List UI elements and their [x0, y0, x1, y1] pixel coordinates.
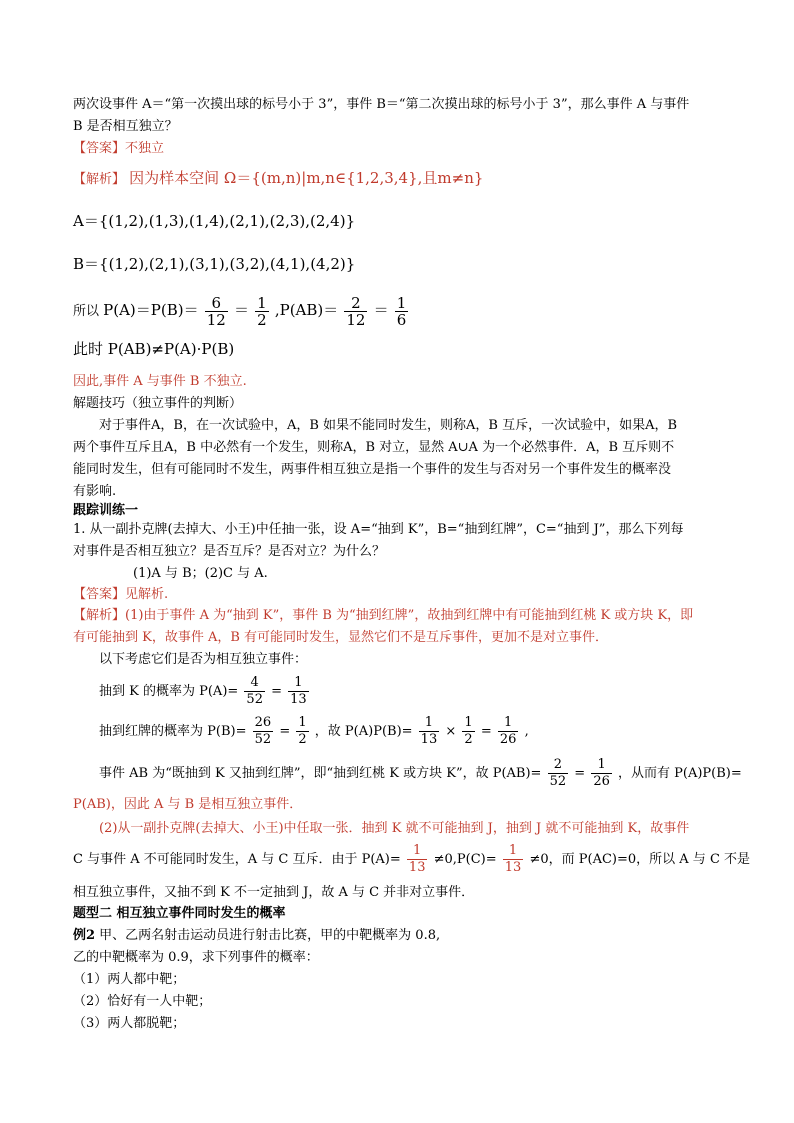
intro-line-2: B 是否相互独立？ [73, 119, 178, 134]
part2-line-2 [73, 840, 751, 880]
practice-q1-line-2: 对事件是否相互独立？是否互斥？是否对立？为什么？ [73, 544, 386, 559]
part2-mid: ≠0,P(C)= [433, 852, 497, 867]
fraction-6-12: $\frac{6}{12}$ [206, 294, 226, 329]
pr-mid: ，故 P(A)P(B)= [314, 724, 413, 739]
part2-suffix: ≠0，而 P(AC)=0，所以 A 与 C 不是 [529, 852, 751, 867]
ab-suffix: ，从而有 P(A)P(B)= [618, 766, 742, 781]
part2-line-3: 相互独立事件，又抽不到 K 不一定抽到 J，故 A 与 C 并非对立事件． [73, 885, 475, 900]
practice-analysis-line-1 [73, 605, 723, 627]
sample-space: 因为样本空间 Ω＝{(m,n)|m,n∈{1,2,3,4},且m≠n} [129, 169, 484, 187]
answer-label: 【答案】 [73, 141, 126, 156]
set-b: B＝{(1,2),(2,1),(3,1),(3,2),(4,1),(4,2)} [73, 255, 356, 273]
tip-paragraph-2: 两个事件互斥且A，B 中必然有一个发生，则称A，B 对立，显然 A∪A 为一个必然事件．A，B 互斥则不 [73, 440, 675, 455]
answer-1 [73, 138, 723, 160]
analysis-label: 【解析】 [73, 172, 126, 187]
analysis-1-sample-space [73, 167, 723, 191]
practice-q1-line-1: 1. 从一副扑克牌(去掉大、小王)中任抽一张，设 A=“抽到 K”，B=“抽到红牌”，C=“抽到 J”，那么下列每 [73, 522, 684, 537]
fraction-1-26: $\frac{1}{26}$ [593, 757, 610, 789]
fraction-1-13: $\frac{1}{13}$ [290, 675, 307, 707]
fraction-1-2: $\frac{1}{2}$ [298, 715, 307, 747]
practice-q1-parts: (1)A 与 B；(2)C 与 A. [133, 566, 268, 581]
pk-line [99, 672, 749, 712]
practice-answer [73, 584, 723, 606]
times-sign: × [445, 724, 457, 739]
practice-analysis-line-2: 有可能抽到 K，故事件 A，B 有可能同时发生，显然它们不是互斥事件，更加不是对立事件． [73, 630, 609, 645]
fraction-2-52: $\frac{2}{52}$ [549, 757, 567, 789]
set-a: A＝{(1,2),(1,3),(1,4),(2,1),(2,3),(2,4)} [73, 212, 356, 230]
equals-sign: ＝ [373, 301, 389, 319]
part2-line-1: (2)从一副扑克牌(去掉大、小王)中任取一张．抽到 K 就不可能抽到 J，抽到 J 就不可能抽到 K，故事件 [99, 821, 690, 836]
equals-sign: = [480, 724, 492, 739]
example-label: 例2 [73, 928, 96, 943]
practice-analysis-label: 【解析】 [73, 608, 126, 623]
practice-answer-text: 见解析. [125, 587, 169, 602]
fraction-1-2: $\frac{1}{2}$ [464, 715, 473, 747]
fraction-4-52: $\frac{4}{52}$ [246, 675, 263, 707]
part2-prefix: C 与事件 A 不可能同时发生，A 与 C 互斥．由于 P(A)= [73, 852, 401, 867]
tip-paragraph-3: 能同时发生，但有可能同时不发生，两事件相互独立是指一个事件的发生与否对另一个事件发生的概率没 [73, 462, 672, 477]
example-2-q1: （1）两人都中靶； [73, 972, 186, 987]
answer-text: 不独立 [125, 141, 165, 156]
ab-line-2: P(AB)，因此 A 与 B 是相互独立事件． [73, 797, 303, 812]
prob-pa-pb: P(A)＝P(B)＝ [103, 301, 199, 319]
pk-prefix: 抽到 K 的概率为 P(A)= [99, 684, 239, 699]
tip-paragraph-1: 对于事件A，B，在一次试验中，A，B 如果不能同时发生，则称A，B 互斥，一次试验中，如果A，B [99, 418, 678, 433]
intro-line-1: 两次设事件 A＝“第一次摸出球的标号小于 3”，事件 B＝“第二次摸出球的标号小于 3”，那么事件 A 与事件 [73, 97, 690, 112]
pr-line [99, 712, 749, 752]
equals-sign: = [574, 766, 586, 781]
example-2-line-2: 乙的中靶概率为 0.9，求下列事件的概率： [73, 950, 319, 965]
equals-sign: ＝ [233, 301, 249, 319]
fraction-1-13: $\frac{1}{13}$ [504, 843, 522, 875]
example-2-line-1 [73, 925, 723, 947]
fraction-1-13: $\frac{1}{13}$ [420, 715, 438, 747]
type2-title: 题型二 相互独立事件同时发生的概率 [73, 906, 286, 921]
practice-analysis-text: (1)由于事件 A 为“抽到 K”，事件 B 为“抽到红牌”，故抽到红牌中有可能抽到红桃 K 或方块 K，即 [125, 608, 694, 623]
ab-line [99, 754, 749, 794]
practice-answer-label: 【答案】 [73, 587, 126, 602]
example-2-q2: （2）恰好有一人中靶； [73, 994, 212, 1009]
then-line: 此时 P(AB)≠P(A)·P(B) [73, 340, 235, 358]
fraction-26-52: $\frac{26}{52}$ [254, 715, 272, 747]
conclusion-1: 因此,事件 A 与事件 B 不独立. [73, 374, 247, 389]
prob-prefix: 所以 [73, 304, 100, 319]
equals-sign: = [271, 684, 283, 699]
practice-analysis-line-3: 以下考虑它们是否为相互独立事件： [99, 652, 308, 667]
fraction-1-2: $\frac{1}{2}$ [257, 294, 267, 329]
probability-line [73, 290, 723, 332]
fraction-2-12: $\frac{2}{12}$ [346, 294, 366, 329]
example-2-q3: （3）两人都脱靶； [73, 1016, 186, 1031]
ab-prefix: 事件 AB 为“既抽到 K 又抽到红牌”，即“抽到红桃 K 或方块 K”，故 P(AB)= [99, 766, 542, 781]
tip-paragraph-4: 有影响. [73, 484, 117, 499]
fraction-1-13: $\frac{1}{13}$ [408, 843, 426, 875]
fraction-1-26: $\frac{1}{26}$ [499, 715, 517, 747]
example-text: 甲、乙两名射击运动员进行射击比赛，甲的中靶概率为 0.8, [95, 928, 441, 943]
prob-pab: ,P(AB)＝ [274, 301, 339, 319]
fraction-1-6: $\frac{1}{6}$ [396, 294, 407, 329]
practice-title: 跟踪训练一 [73, 503, 139, 518]
tip-title: 解题技巧（独立事件的判断） [73, 396, 243, 411]
comma: , [524, 724, 529, 739]
pr-prefix: 抽到红牌的概率为 P(B)= [99, 724, 247, 739]
equals-sign: = [279, 724, 291, 739]
